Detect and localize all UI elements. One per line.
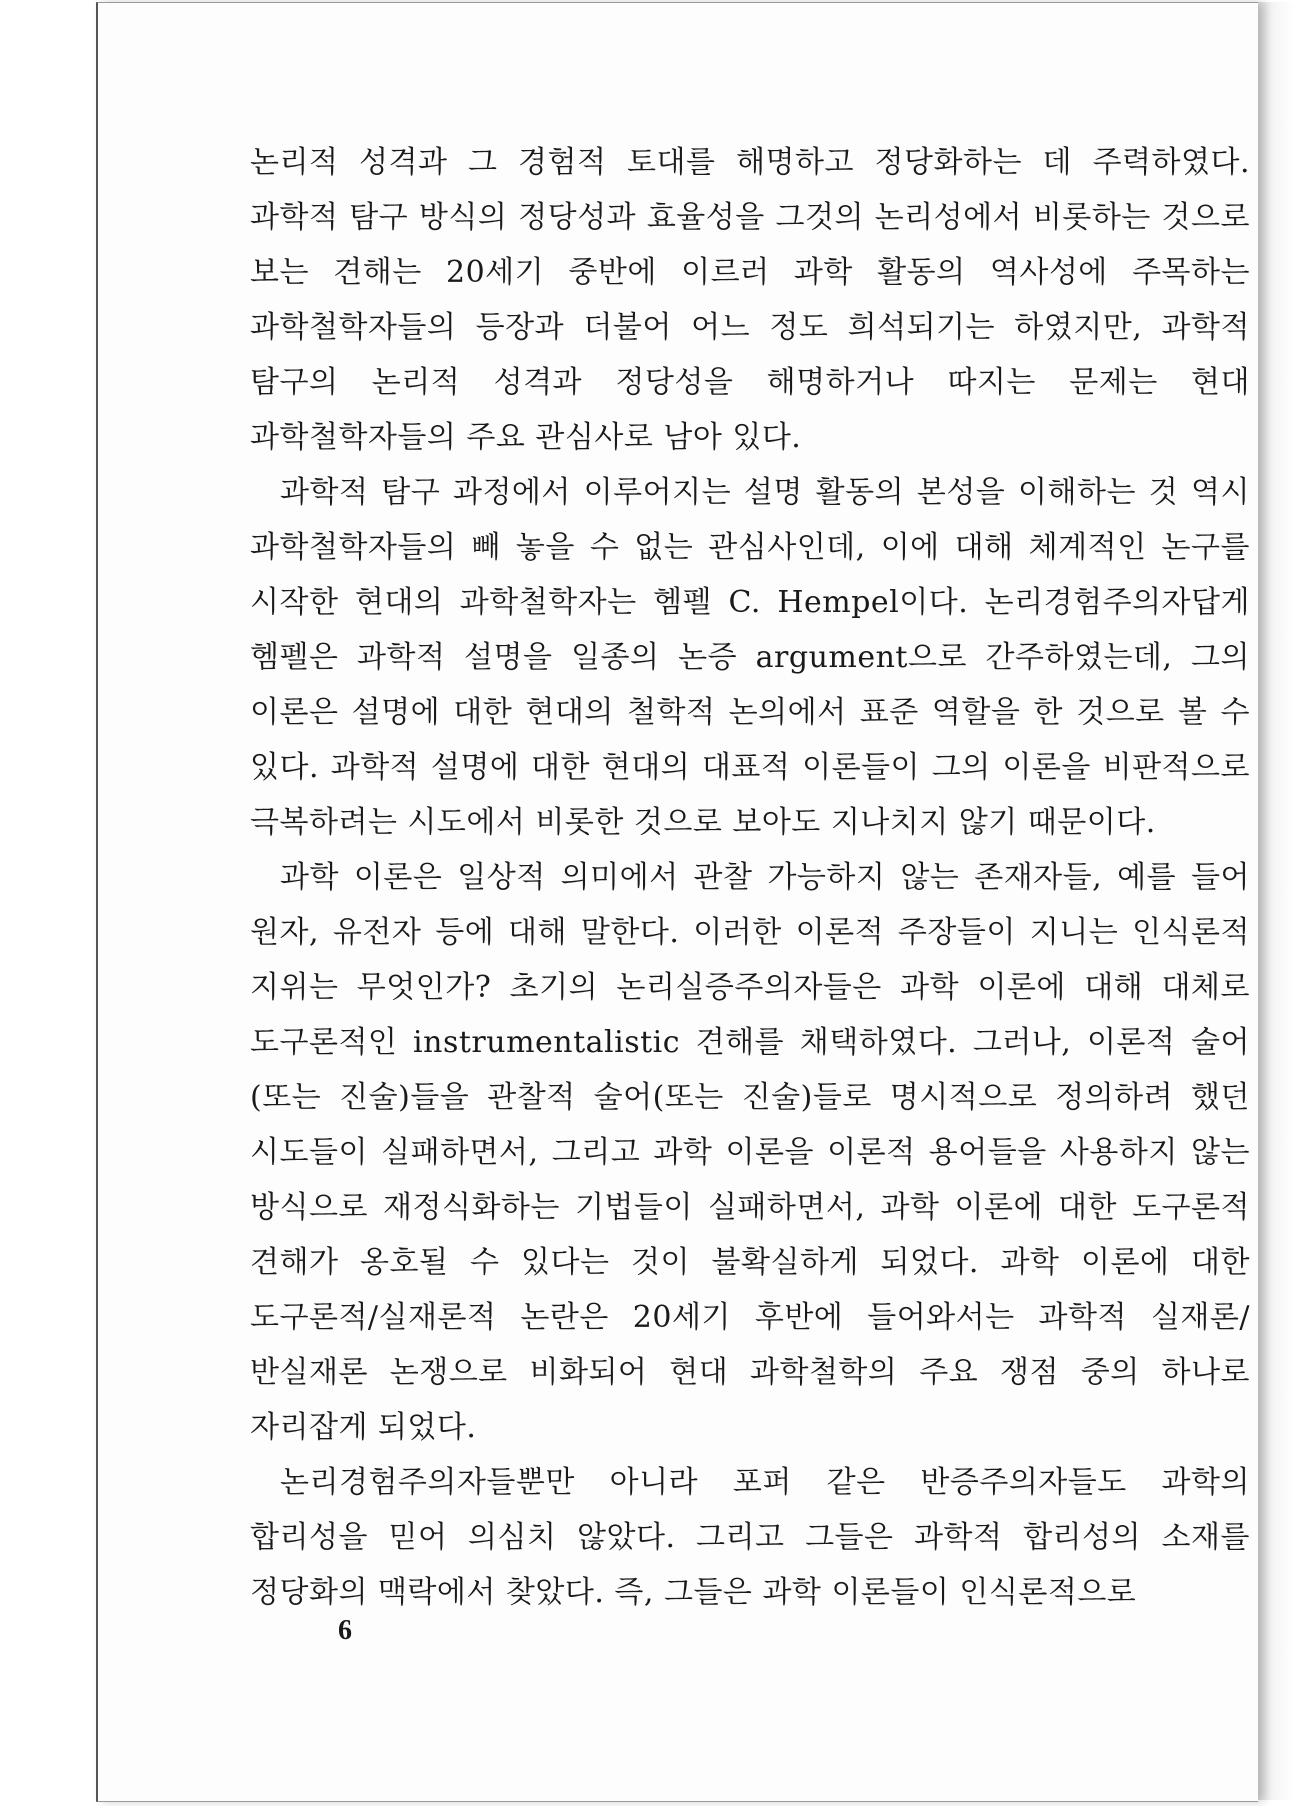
document-page[interactable] (96, 2, 1258, 1802)
paragraph-3: 과학 이론은 일상적 의미에서 관찰 가능하지 않는 존재자들, 예를 들어 원자, 유전자 등에 대해 말한다. 이러한 이론적 주장들이 지니는 인식론적 지위는 무엇인가? 초기의 논리실증주의자들은 과학 이론에 대해 대체로 도구론적인 instrumentalistic 견해를 채택하였다. 그러나, 이론적 술어(또는 진술)들을 관찰적 술어(또는 진술)들로 명시적으로 정의하려 했던 시도들이 실패하면서, 그리고 과학 이론을 이론적 용어들을 사용하지 않는 방식으로 재정식화하는 기법들이 실패하면서, 과학 이론에 대한 도구론적 견해가 옹호될 수 있다는 것이 불확실하게 되었다. 과학 이론에 대한 도구론적/실재론적 논란은 20세기 후반에 들어와서는 과학적 실재론/반실재론 논쟁으로 비화되어 현대 과학철학의 주요 쟁점 중의 하나로 자리잡게 되었다. (250, 860, 1250, 1445)
page-number: 6 (338, 1615, 352, 1646)
paragraph-1: 논리적 성격과 그 경험적 토대를 해명하고 정당화하는 데 주력하였다. 과학적 탐구 방식의 정당성과 효율성을 그것의 논리성에서 비롯하는 것으로 보는 견해는 20세기 중반에 이르러 과학 활동의 역사성에 주목하는 과학철학자들의 등장과 더불어 어느 정도 희석되기는 하였지만, 과학적 탐구의 논리적 성격과 정당성을 해명하거나 따지는 문제는 현대 과학철학자들의 주요 관심사로 남아 있다. (250, 145, 1250, 455)
paragraph-2: 과학적 탐구 과정에서 이루어지는 설명 활동의 본성을 이해하는 것 역시 과학철학자들의 빼 놓을 수 없는 관심사인데, 이에 대해 체계적인 논구를 시작한 현대의 과학철학자는 헴펠 C. Hempel이다. 논리경험주의자답게 헴펠은 과학적 설명을 일종의 논증 argument으로 간주하였는데, 그의 이론은 설명에 대한 현대의 철학적 논의에서 표준 역할을 한 것으로 볼 수 있다. 과학적 설명에 대한 현대의 대표적 이론들이 그의 이론을 비판적으로 극복하려는 시도에서 비롯한 것으로 보아도 지나치지 않기 때문이다. (250, 475, 1250, 840)
page-text-block (250, 135, 1250, 1620)
paragraph-4: 논리경험주의자들뿐만 아니라 포퍼 같은 반증주의자들도 과학의 합리성을 믿어 의심치 않았다. 그리고 그들은 과학적 합리성의 소재를 정당화의 맥락에서 찾았다. 즉, 그들은 과학 이론들이 인식론적으로 (250, 1465, 1250, 1610)
page-edge-shadow (1256, 2, 1295, 1800)
